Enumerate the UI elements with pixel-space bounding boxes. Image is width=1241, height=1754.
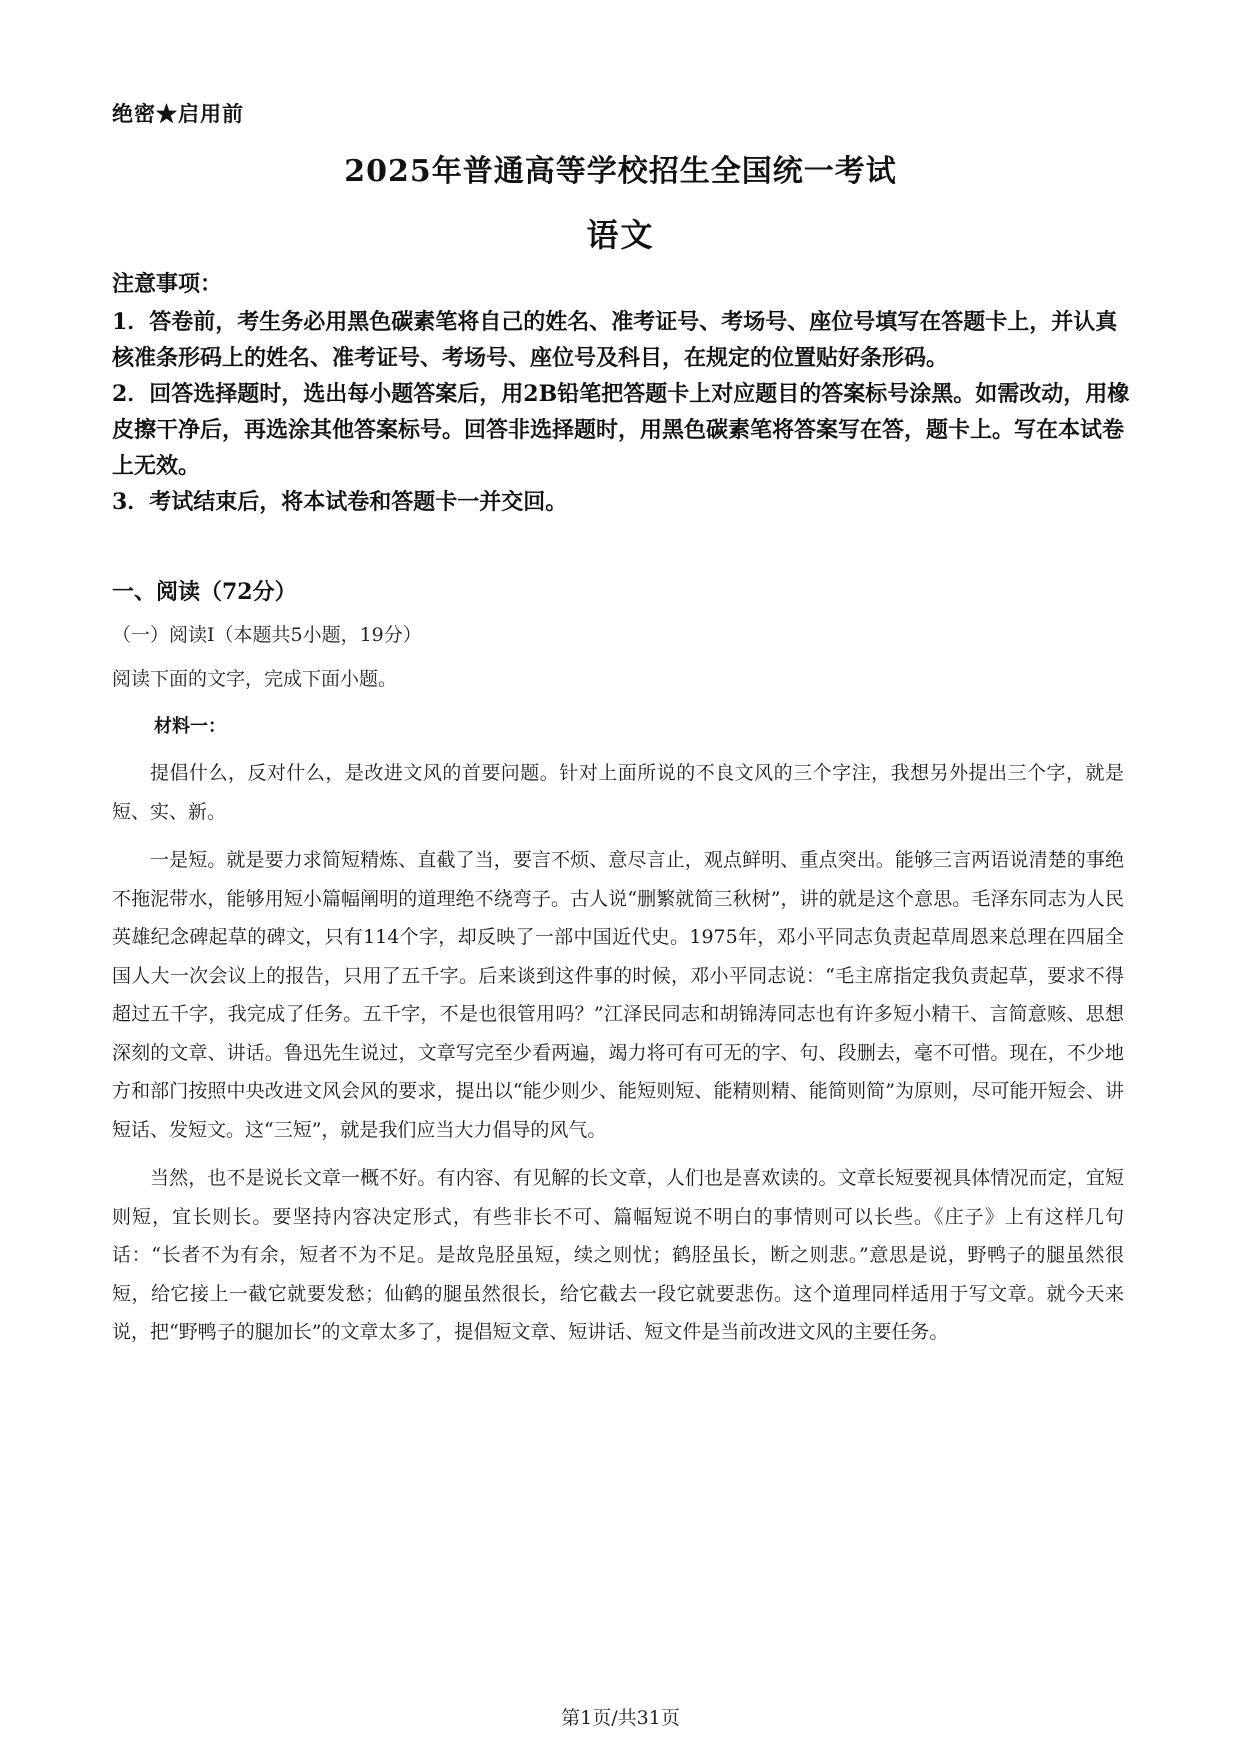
material-paragraph: 当然，也不是说长文章一概不好。有内容、有见解的长文章，人们也是喜欢读的。文章长短要视具体情况而定，宜短则短，宜长则长。要坚持内容决定形式，有些非长不可、篇幅短说不明白的事情则可以长些。《庄子》上有这样几句话：“长者不为有余，短者不为不足。是故凫胫虽短，续之则忧；鹤胫虽长，断之则悲。”意思是说，野鸭子的腿虽然很短，给它接上一截它就要发愁；仙鹤的腿虽然很长，给它截去一段它就要悲伤。这个道理同样适用于写文章。就今天来说，把“野鸭子的腿加长”的文章太多了，提倡短文章、短讲话、短文件是当前改进文风的主要任务。 (112, 1167, 1124, 1343)
material-paragraph: 一是短。就是要力求简短精炼、直截了当，要言不烦、意尽言止，观点鲜明、重点突出。能够三言两语说清楚的事绝不拖泥带水，能够用短小篇幅阐明的道理绝不绕弯子。古人说“删繁就简三秋树”，讲的就是这个意思。毛泽东同志为人民英雄纪念碑起草的碑文，只有114个字，却反映了一部中国近代史。1975年，邓小平同志负责起草周恩来总理在四届全国人大一次会议上的报告，只用了五千字。后来谈到这件事的时候，邓小平同志说：“毛主席指定我负责起草，要求不得超过五千字，我完成了任务。五千字，不是也很管用吗？”江泽民同志和胡锦涛同志也有许多短小精干、言简意赅、思想深刻的文章、讲话。鲁迅先生说过，文章写完至少看两遍，竭力将可有可无的字、句、段删去，毫不可惜。现在，不少地方和部门按照中央改进文风会风的要求，提出以“能少则少、能短则短、能精则精、能简则简”为原则，尽可能开短会、讲短话、发短文。这“三短”，就是我们应当大力倡导的风气。 (112, 849, 1124, 1141)
notice-heading: 注意事项： (112, 271, 223, 297)
notice-block (112, 266, 1138, 520)
subject-title: 语文 (586, 216, 655, 254)
material-paragraph: 提倡什么，反对什么，是改进文风的首要问题。针对上面所说的不良文风的三个字注，我想另外提出三个字，就是短、实、新。 (112, 762, 1124, 823)
material-text (112, 754, 1124, 1362)
exam-title: 2025年普通高等学校招生全国统一考试 (344, 154, 897, 189)
confidential-label: 绝密★启用前 (112, 101, 244, 126)
reading-instruction: 阅读下面的文字，完成下面小题。 (112, 668, 398, 690)
section-title: 一、阅读（72分） (112, 579, 297, 605)
notice-item: 3．考试结束后，将本试卷和答题卡一并交回。 (112, 489, 568, 515)
notice-item: 1．答卷前，考生务必用黑色碳素笔将自己的姓名、准考证号、考场号、座位号填写在答题卡上，并认真核准条形码上的姓名、准考证号、考场号、座位号及科目，在规定的位置贴好条形码。 (112, 309, 1118, 371)
page-number: 第1页/共31页 (561, 1707, 680, 1729)
section-subtitle: （一）阅读Ⅰ（本题共5小题，19分） (112, 624, 422, 646)
notice-item: 2．回答选择题时，选出每小题答案后，用2B铅笔把答题卡上对应题目的答案标号涂黑。如需改动，用橡皮擦干净后，再选涂其他答案标号。回答非选择题时，用黑色碳素笔将答案写在答，题卡上。写在本试卷上无效。 (112, 381, 1130, 479)
material-label: 材料一： (154, 716, 226, 737)
